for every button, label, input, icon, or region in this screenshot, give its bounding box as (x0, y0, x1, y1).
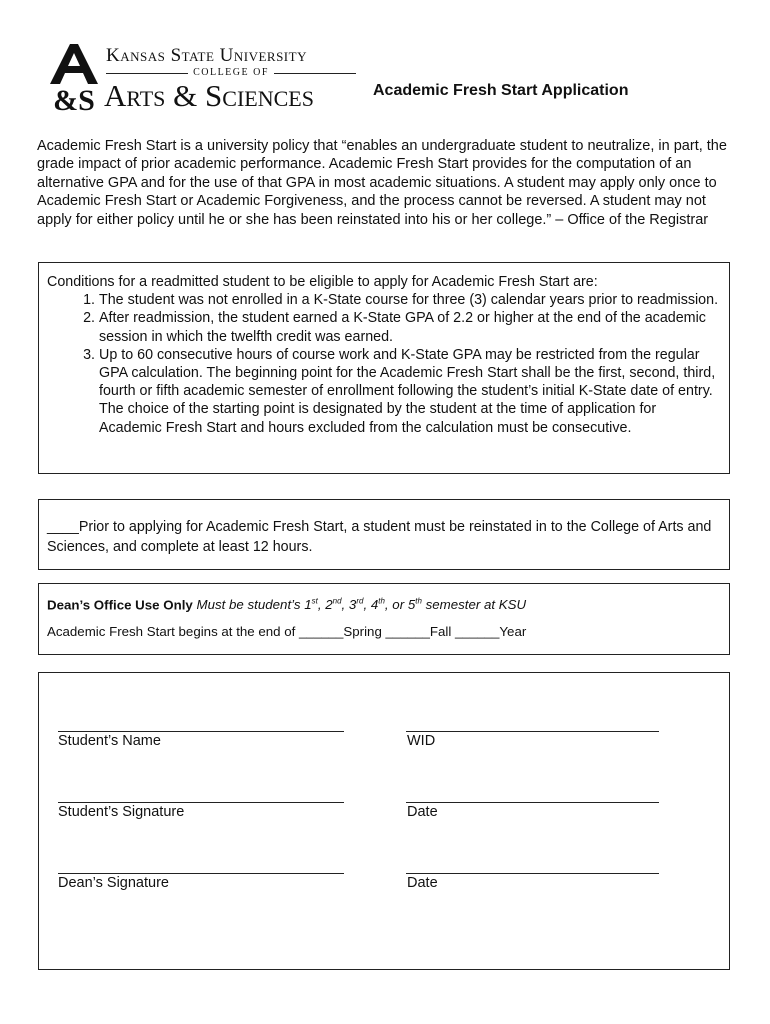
note-sup: st (311, 597, 318, 606)
page-title: Academic Fresh Start Application (373, 82, 629, 99)
wid-line[interactable] (406, 731, 659, 732)
deans-signature-line[interactable] (58, 873, 344, 874)
note-part: , 3 (341, 597, 357, 613)
student-date-line[interactable] (406, 802, 659, 803)
fresh-start-begins-field[interactable]: Academic Fresh Start begins at the end of ______Spring ______Fall ______Year (47, 624, 527, 640)
condition-item: 2. After readmission, the student earned a K-State GPA of 2.2 or higher at the end of the academic session in which the twelfth credit was earned. (99, 309, 719, 345)
note-sup: rd (356, 597, 364, 606)
deans-office-header (47, 593, 721, 614)
logo-university-name: Kansas State University (106, 45, 307, 66)
deans-date-label: Date (407, 875, 438, 891)
wid-label: WID (407, 733, 436, 749)
conditions-heading: Conditions for a readmitted student to be eligible to apply for Academic Fresh Start are: (47, 274, 598, 290)
logo-college-name: Arts & Sciences (104, 78, 314, 113)
college-logo-mark (48, 44, 100, 112)
prior-check-blank[interactable]: ____ (47, 519, 79, 535)
note-sup: nd (332, 597, 342, 606)
intro-paragraph: Academic Fresh Start is a university policy that “enables an undergraduate student to neutralize, in part, the grade impact of prior academic performance. Academic Fresh Start provides for the computation of an alternative GPA and for the use of that GPA in most academic situations. A student may apply only once to Academic Fresh Start or Academic Forgiveness, and the process cannot be reversed. A student may not apply for either policy until he or she has been reinstated into his or her college.” – Office of the Registrar (37, 138, 727, 228)
note-sup: th (378, 597, 385, 606)
deans-office-box (38, 583, 730, 655)
deans-office-note (197, 597, 527, 612)
note-part: Must be student’s 1 (196, 597, 312, 613)
conditions-list (47, 291, 719, 437)
note-sup: th (415, 597, 422, 606)
logo-college-of (106, 67, 356, 78)
condition-item: 3. Up to 60 consecutive hours of course work and K-State GPA may be restricted from the regular GPA calculation. The beginning point for the Academic Fresh Start shall be the first, second, third, fourth or fifth academic semester of enrollment following the student’s initial K-State date of entry. The choice of the starting point is designated by the student at the time of application for Academic Fresh Start and hours excluded from the calculation must be consecutive. (99, 346, 719, 437)
conditions-box (38, 262, 730, 474)
note-part: , or 5 (384, 597, 416, 613)
prior-requirement-text: Prior to applying for Academic Fresh Start, a student must be reinstated in to the College of Arts and Sciences, and complete at least 12 hours. (47, 519, 712, 555)
student-date-label: Date (407, 804, 438, 820)
note-part: semester at KSU (421, 597, 527, 613)
note-part: , 2 (317, 597, 333, 613)
student-signature-label: Student’s Signature (58, 804, 185, 820)
condition-item: 1. The student was not enrolled in a K-State course for three (3) calendar years prior to readmission. (99, 291, 719, 309)
student-signature-line[interactable] (58, 802, 344, 803)
signature-box (38, 672, 730, 970)
deans-date-line[interactable] (406, 873, 659, 874)
student-name-label: Student’s Name (58, 733, 161, 749)
deans-office-label: Dean’s Office Use Only (47, 597, 193, 613)
svg-text:&S: &S (53, 84, 95, 112)
logo-college-of-text: COLLEGE OF (188, 67, 274, 78)
note-part: , 4 (363, 597, 379, 613)
prior-requirement-box (38, 499, 730, 570)
student-name-line[interactable] (58, 731, 344, 732)
deans-signature-label: Dean’s Signature (58, 875, 169, 891)
